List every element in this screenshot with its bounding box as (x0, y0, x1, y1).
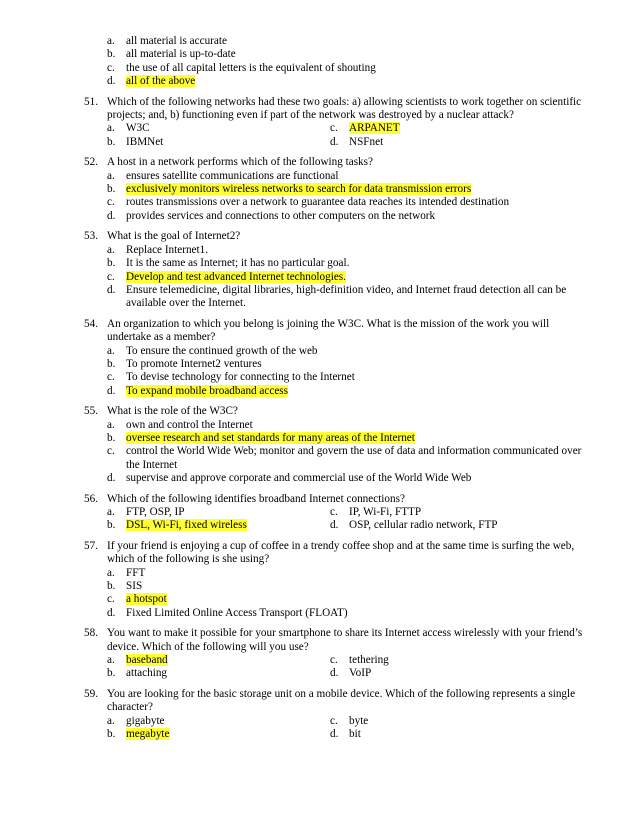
option-text-highlighted: Develop and test advanced Internet technologies. (126, 270, 346, 283)
option (107, 358, 584, 371)
option-letter: a. (107, 714, 115, 727)
option-letter: c. (330, 654, 338, 667)
option-text: all material is accurate (126, 35, 227, 47)
option-letter: b. (107, 357, 116, 370)
question-52 (84, 156, 584, 223)
option-text: byte (349, 714, 369, 727)
option (107, 472, 584, 485)
option (107, 210, 584, 223)
quiz-document (84, 35, 584, 749)
option-letter: d. (107, 283, 116, 296)
option-text: gigabyte (126, 714, 165, 727)
option-text: the use of all capital letters is the equivalent of shouting (126, 61, 376, 74)
option-letter: a. (107, 122, 115, 135)
question-number: 57. (84, 539, 98, 552)
question-text: A host in a network performs which of the following tasks? (107, 156, 373, 169)
option (107, 62, 584, 75)
option (107, 75, 584, 88)
question-55 (84, 405, 584, 485)
option-letter: a. (107, 35, 115, 47)
option (107, 567, 584, 580)
option-text-highlighted: exclusively monitors wireless networks to search for data transmission errors (126, 183, 472, 196)
option-text: FFT (126, 566, 146, 579)
option-text: To ensure the continued growth of the web (126, 344, 318, 357)
option (107, 385, 584, 398)
option (330, 654, 584, 667)
option-text: provides services and connections to other computers on the network (126, 209, 436, 222)
question-56 (84, 493, 584, 533)
option-text: routes transmissions over a network to guarantee data reaches its intended destination (126, 196, 510, 209)
option-letter: c. (330, 122, 338, 135)
option-letter: c. (107, 593, 115, 606)
option-text: FTP, OSP, IP (126, 506, 185, 518)
option (107, 371, 584, 384)
option-letter: c. (107, 445, 115, 458)
option (107, 196, 584, 209)
option-text: IP, Wi-Fi, FTTP (349, 506, 422, 518)
option (107, 136, 330, 149)
option (107, 345, 584, 358)
question-58 (84, 627, 584, 681)
option-text-highlighted: oversee research and set standards for many areas of the Internet (126, 431, 415, 444)
option-letter: d. (330, 728, 339, 741)
option (107, 35, 584, 48)
option (107, 257, 584, 270)
option-text: control the World Wide Web; monitor and govern the use of data and information communicated over the Internet (126, 445, 582, 471)
option-letter: a. (107, 566, 115, 579)
option (330, 506, 584, 519)
option-letter: d. (330, 667, 339, 680)
option (107, 244, 584, 257)
option-text: supervise and approve corporate and commercial use of the World Wide Web (126, 472, 472, 485)
question-number: 52. (84, 156, 98, 169)
option (107, 445, 584, 472)
question-50-continuation (84, 35, 584, 89)
question-text: What is the goal of Internet2? (107, 230, 241, 243)
option-letter: d. (107, 209, 116, 222)
option-list (107, 170, 584, 224)
option-text: ensures satellite communications are functional (126, 169, 339, 182)
option-letter: a. (107, 169, 115, 182)
question-text: You are looking for the basic storage unit on a mobile device. Which of the following represents a single character? (107, 687, 576, 714)
option-letter: b. (107, 257, 116, 270)
option (107, 519, 330, 532)
option-text: Replace Internet1. (126, 243, 208, 256)
option (107, 170, 584, 183)
question-number: 53. (84, 230, 98, 243)
option (107, 432, 584, 445)
option-text: all material is up-to-date (126, 48, 236, 61)
question-53 (84, 230, 584, 310)
option-text: VoIP (349, 667, 372, 680)
option-letter: b. (107, 667, 116, 680)
question-text: Which of the following networks had these two goals: a) allowing scientists to work together on scientific projects; and, b) functioning even if part of the network was destroyed by a nuclear attack? (107, 95, 582, 122)
option (107, 654, 330, 667)
option-text: NSFnet (349, 135, 384, 148)
option (107, 271, 584, 284)
question-number: 55. (84, 405, 98, 418)
option-text: Fixed Limited Online Access Transport (FLOAT) (126, 606, 348, 619)
option-list (107, 419, 584, 486)
option-text-highlighted: a hotspot (126, 593, 167, 606)
option-text: attaching (126, 667, 168, 680)
option-text: SIS (126, 580, 143, 593)
option-text: To devise technology for connecting to the Internet (126, 371, 355, 384)
option-letter: c. (330, 714, 338, 727)
option (330, 136, 584, 149)
option-list (107, 567, 584, 621)
question-text: If your friend is enjoying a cup of coffee in a trendy coffee shop and at the same time is surfing the web, which of the following is she using? (107, 539, 575, 566)
question-text: Which of the following identifies broadband Internet connections? (107, 492, 405, 505)
option (107, 580, 584, 593)
option-text-highlighted: ARPANET (349, 122, 400, 135)
option-letter: c. (107, 371, 115, 384)
option (107, 48, 584, 61)
option-letter: b. (107, 431, 116, 444)
option-letter: b. (107, 135, 116, 148)
option-list (107, 35, 584, 89)
option-list (107, 122, 584, 149)
option (107, 122, 330, 135)
option (107, 593, 584, 606)
question-number: 59. (84, 687, 98, 700)
question-54 (84, 318, 584, 398)
option-letter: d. (107, 75, 116, 88)
option-letter: c. (330, 506, 338, 518)
option-text-highlighted: megabyte (126, 728, 170, 741)
question-57 (84, 540, 584, 620)
option-letter: c. (107, 61, 115, 74)
option-letter: c. (107, 196, 115, 209)
option-letter: b. (107, 728, 116, 741)
option-text: tethering (349, 654, 389, 667)
option-text-highlighted: all of the above (126, 75, 196, 88)
option (330, 122, 584, 135)
option (330, 519, 584, 532)
option-letter: a. (107, 418, 115, 431)
option-text: W3C (126, 122, 150, 135)
option-letter: b. (107, 48, 116, 61)
question-number: 54. (84, 317, 98, 330)
option-letter: d. (330, 519, 339, 532)
option (330, 667, 584, 680)
option (107, 667, 330, 680)
option-list (107, 506, 584, 533)
question-number: 58. (84, 627, 98, 640)
option-letter: b. (107, 519, 116, 532)
question-number: 56. (84, 492, 98, 505)
option-text: own and control the Internet (126, 418, 253, 431)
option-letter: c. (107, 270, 115, 283)
option-text-highlighted: DSL, Wi-Fi, fixed wireless (126, 519, 247, 532)
option (107, 506, 330, 519)
question-text: An organization to which you belong is joining the W3C. What is the mission of the work you will undertake as a member? (107, 317, 550, 344)
option (107, 183, 584, 196)
option-letter: a. (107, 243, 115, 256)
option-list (107, 654, 584, 681)
question-text: You want to make it possible for your smartphone to share its Internet access wirelessly with your friend’s device. Which of the following will you use? (107, 627, 583, 653)
option-letter: d. (107, 472, 116, 485)
option-text: Ensure telemedicine, digital libraries, high-definition video, and Internet fraud detection all can be available over the Internet. (126, 283, 567, 310)
option-letter: a. (107, 506, 115, 518)
option (107, 419, 584, 432)
option (330, 728, 584, 741)
option (107, 728, 330, 741)
option-text-highlighted: To expand mobile broadband access (126, 384, 288, 397)
option-text: OSP, cellular radio network, FTP (349, 519, 498, 532)
option-list (107, 715, 584, 742)
option (107, 715, 330, 728)
option-letter: d. (330, 135, 339, 148)
question-51 (84, 96, 584, 150)
option-text: To promote Internet2 ventures (126, 357, 262, 370)
option-letter: a. (107, 654, 115, 667)
option-list (107, 244, 584, 311)
option (330, 715, 584, 728)
option (107, 607, 584, 620)
option-text: bit (349, 728, 361, 741)
option-text: IBMNet (126, 135, 164, 148)
option-list (107, 345, 584, 399)
option-text-highlighted: baseband (126, 654, 168, 667)
question-text: What is the role of the W3C? (107, 405, 238, 418)
question-number: 51. (84, 95, 98, 108)
option-letter: d. (107, 384, 116, 397)
option-text: It is the same as Internet; it has no particular goal. (126, 257, 350, 270)
option-letter: b. (107, 183, 116, 196)
option-letter: b. (107, 580, 116, 593)
option (107, 284, 584, 311)
option-letter: a. (107, 344, 115, 357)
question-59 (84, 688, 584, 742)
option-letter: d. (107, 606, 116, 619)
